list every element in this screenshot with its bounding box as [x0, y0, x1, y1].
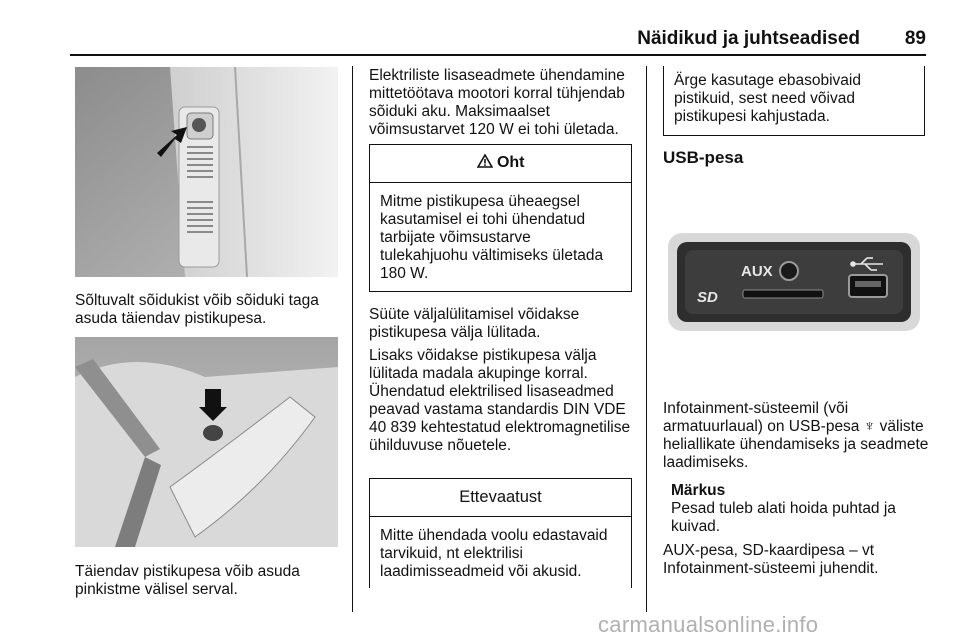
note-body: Pesad tuleb alati hoida puhtad ja kuivad. — [671, 500, 896, 535]
danger-box — [369, 144, 632, 292]
watermark: carmanualsonline.info — [598, 612, 819, 637]
caption-rear-socket: Sõltuvalt sõidukist võib sõiduki taga asuda täiendav pistikupesa. — [75, 292, 319, 327]
aux-label: AUX — [741, 263, 773, 280]
figure-rear-socket — [75, 67, 338, 277]
paragraph-emc: Ühendatud elektrilised lisaseadmed peavad vastama standardis DIN VDE 40 839 kehtestatud elektromagnetilise ühilduvuse nõuetele. — [369, 383, 631, 454]
note-block — [671, 482, 927, 536]
column-divider-1 — [352, 66, 353, 612]
caution-box-continued-body: Ärge kasutage ebasobivaid pistikuid, sest need võivad pistikupesi kahjustada. — [674, 72, 861, 125]
page-header-title: Näidikud ja juhtseadised — [637, 28, 860, 49]
caption-seat-socket: Täiendav pistikupesa võib asuda pinkistme välisel serval. — [75, 563, 300, 598]
caution-box-continued — [663, 66, 925, 136]
figure-seat-socket — [75, 337, 338, 547]
column-divider-2 — [646, 66, 647, 612]
header-rule — [70, 54, 926, 56]
warning-triangle-icon — [477, 154, 497, 171]
figure-usb-panel — [663, 178, 925, 386]
caution-box-title: Ettevaatust — [370, 479, 631, 517]
page-number: 89 — [904, 28, 926, 49]
paragraph-battery: Lisaks võidakse pistikupesa välja lülitada madala akupinge korral. — [369, 347, 597, 382]
sd-label: SD — [697, 289, 718, 306]
danger-box-header — [370, 145, 631, 183]
paragraph-usb: Infotainment-süsteemil (või armatuurlaual) on USB-pesa ♆ väliste heliallikate ühendamiseks ja seadmete laadimiseks. — [663, 400, 929, 471]
caution-box-body: Mitte ühendada voolu edastavaid tarvikuid, nt elektrilisi laadimisseadmeid või akusid. — [380, 527, 608, 580]
paragraph-aux-sd: AUX-pesa, SD-kaardipesa – vt Infotainment-süsteemi juhendit. — [663, 542, 879, 577]
caution-box — [369, 478, 632, 588]
intro-paragraph: Elektriliste lisaseadmete ühendamine mittetöötava mootori korral tühjendab sõiduki aku. Maksimaalset võimsustarvet 120 W ei tohi ületada. — [369, 67, 625, 138]
paragraph-ignition: Süüte väljalülitamisel võidakse pistikupesa välja lülitada. — [369, 306, 580, 341]
danger-box-body: Mitme pistikupesa üheaegsel kasutamisel ei tohi ühendatud tarbijate võimsustarve tulekahjuohu vältimiseks ületada 180 W. — [380, 193, 604, 282]
danger-box-title: Oht — [496, 154, 525, 171]
note-title: Märkus — [671, 482, 726, 499]
section-heading-usb: USB-pesa — [663, 148, 744, 167]
